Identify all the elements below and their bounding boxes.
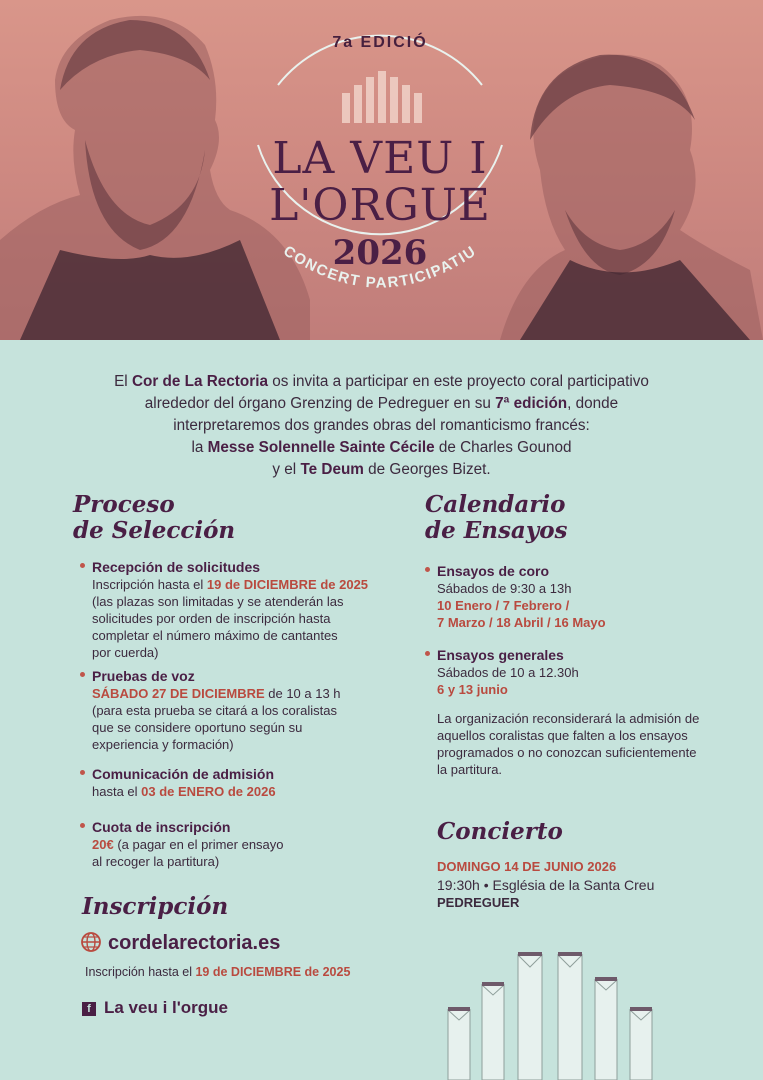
facebook-icon: f [82, 1002, 96, 1016]
bullet-icon [80, 563, 85, 568]
seleccion-heading: Proceso de Selección [73, 491, 236, 544]
bullet-icon [425, 567, 430, 572]
title-line-2: L'ORGUE [269, 180, 491, 231]
concierto-time-place: 19:30h • Església de la Santa Creu [437, 877, 655, 893]
bullet-icon [80, 823, 85, 828]
badge-subtitle: CONCERT PARTICIPATIU [280, 242, 480, 292]
bullet-icon [80, 672, 85, 677]
calendario-item-generales: Ensayos generales Sábados de 10 a 12.30h 6 y 13 junio [437, 647, 579, 697]
edition-label: 7a EDICIÓ [332, 34, 428, 51]
website-link[interactable]: cordelarectoria.es [80, 931, 280, 955]
header-banner [0, 0, 763, 340]
globe-icon [80, 931, 102, 953]
inscripcion-deadline: Inscripción hasta el 19 de DICIEMBRE de 2025 [85, 965, 351, 979]
year-label: 2026 [332, 233, 428, 273]
intro-text: El Cor de La Rectoria os invita a participar en este proyecto coral participativo alrededor del órgano Grenzing de Pedreguer en su 7ª edición, donde interpretaremos dos grandes obras del romanticismo francés: la Messe Solennelle Sainte Cécile de Charles Gounod y el Te Deum de Georges Bizet. [114, 373, 649, 478]
concierto-date: DOMINGO 14 DE JUNIO 2026 [437, 859, 617, 874]
inscripcion-heading: Inscripción [82, 893, 229, 920]
organ-pipes-decoration [440, 945, 670, 1080]
seleccion-item-admision: Comunicación de admisión hasta el 03 de ENERO de 2026 [92, 766, 276, 799]
facebook-link[interactable]: f La veu i l'orgue [82, 998, 228, 1018]
bullet-icon [80, 770, 85, 775]
concierto-town: PEDREGUER [437, 895, 520, 910]
calendario-item-coro: Ensayos de coro Sábados de 9:30 a 13h 10 Enero / 7 Febrero / 7 Marzo / 18 Abril / 16 Mayo [437, 563, 606, 630]
choir-name: Cor de La Rectoria [131, 373, 268, 390]
seleccion-item-cuota: Cuota de inscripción 20€ (a pagar en el primer ensayo al recoger la partitura) [92, 819, 284, 869]
seleccion-item-solicitudes: Recepción de solicitudes Inscripción hasta el 19 de DICIEMBRE de 2025 (las plazas son limitadas y se atenderán las solicitudes por orden de inscripción hasta completar el número máximo de cantantes por cuerda) [92, 559, 369, 660]
concierto-details [437, 858, 654, 912]
concierto-heading: Concierto [437, 818, 563, 845]
title-line-1: LA VEU I [272, 133, 488, 184]
bullet-icon [425, 651, 430, 656]
seleccion-item-pruebas: Pruebas de voz SÁBADO 27 DE DICIEMBRE de 10 a 13 h (para esta prueba se citará a los coralistas que se considere oportuno según su experiencia y formación) [92, 668, 341, 752]
organ-pipes-icon [342, 71, 422, 123]
calendario-note: La organización reconsiderará la admisión de aquellos coralistas que falten a los ensayos programados o no conozcan suficientemente la partitura. [437, 711, 700, 777]
festival-badge [230, 15, 530, 335]
calendario-heading: Calendario de Ensayos [425, 491, 568, 544]
